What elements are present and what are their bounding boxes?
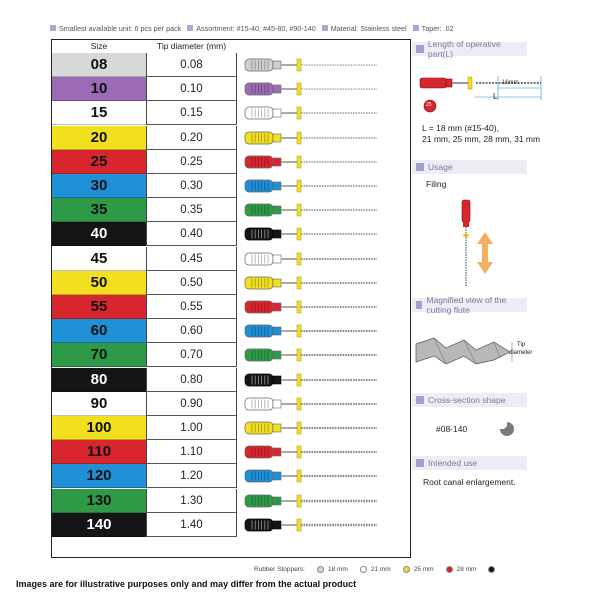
table-row bbox=[52, 174, 410, 198]
file-illustration-icon bbox=[237, 101, 410, 125]
table-row bbox=[52, 319, 410, 343]
intended-text: Root canal enlargement. bbox=[423, 477, 516, 487]
table-row bbox=[52, 295, 410, 319]
size-cell: 110 bbox=[52, 440, 146, 464]
panel-usage-header: Usage bbox=[412, 160, 527, 174]
stopper-dot-icon bbox=[403, 566, 410, 573]
size-table bbox=[51, 39, 411, 558]
bullet-square-icon bbox=[322, 25, 328, 31]
tip-diameter-cell: 0.10 bbox=[146, 77, 237, 101]
tip-label-1: Tip bbox=[517, 342, 526, 348]
tip-diameter-cell: 0.15 bbox=[146, 101, 237, 125]
tip-diameter-cell: 1.10 bbox=[146, 440, 237, 464]
table-row bbox=[52, 77, 410, 101]
panel-intended-header: Intended use bbox=[412, 456, 527, 470]
size-cell: 45 bbox=[52, 247, 146, 271]
size-cell: 40 bbox=[52, 222, 146, 246]
length-line-1: L = 18 mm (#15-40), bbox=[422, 123, 499, 133]
file-illustration-icon bbox=[237, 198, 410, 222]
table-row bbox=[52, 101, 410, 125]
panel-cross-header: Cross-section shape bbox=[412, 393, 527, 407]
table-row bbox=[52, 271, 410, 295]
table-row bbox=[52, 198, 410, 222]
file-illustration-icon bbox=[237, 295, 410, 319]
bullet-square-icon bbox=[50, 25, 56, 31]
table-row bbox=[52, 222, 410, 246]
size-cell: 55 bbox=[52, 295, 146, 319]
header-size: Size bbox=[90, 41, 108, 51]
size-cell: 90 bbox=[52, 392, 146, 416]
bullet-square-icon bbox=[413, 25, 419, 31]
spec-taper: Taper: .02 bbox=[413, 24, 454, 33]
rubber-stoppers-legend bbox=[254, 563, 499, 575]
tip-diameter-cell: 0.70 bbox=[146, 343, 237, 367]
size-cell: 100 bbox=[52, 416, 146, 440]
file-illustration-icon bbox=[237, 271, 410, 295]
file-illustration-icon bbox=[237, 319, 410, 343]
length-diagram-icon bbox=[416, 68, 556, 116]
table-row bbox=[52, 489, 410, 513]
file-illustration-icon bbox=[237, 247, 410, 271]
tip-diameter-cell: 1.30 bbox=[146, 489, 237, 513]
cutting-flute-icon bbox=[414, 334, 518, 370]
stopper-label: 18 mm bbox=[327, 565, 348, 573]
table-row bbox=[52, 368, 410, 392]
file-illustration-icon bbox=[237, 343, 410, 367]
size-cell: 130 bbox=[52, 489, 146, 513]
bullet-square-icon bbox=[416, 396, 424, 404]
stopper-dot-icon bbox=[360, 566, 367, 573]
size-cell: 80 bbox=[52, 368, 146, 392]
size-cell: 10 bbox=[52, 77, 146, 101]
tip-diameter-cell: 0.50 bbox=[146, 271, 237, 295]
file-illustration-icon bbox=[237, 150, 410, 174]
stopper-dot-icon bbox=[446, 566, 453, 573]
table-row bbox=[52, 416, 410, 440]
file-illustration-icon bbox=[237, 222, 410, 246]
tip-diameter-cell: 1.40 bbox=[146, 513, 237, 537]
tip-diameter-cell: 0.45 bbox=[146, 247, 237, 271]
tip-diameter-cell: 0.40 bbox=[146, 222, 237, 246]
file-illustration-icon bbox=[237, 126, 410, 150]
bullet-square-icon bbox=[187, 25, 193, 31]
cross-range: #08-140 bbox=[436, 424, 468, 434]
tip-diameter-cell: 1.00 bbox=[146, 416, 237, 440]
table-row bbox=[52, 247, 410, 271]
bullet-square-icon bbox=[416, 45, 424, 53]
tip-label-2: diameter bbox=[509, 350, 533, 356]
table-row bbox=[52, 392, 410, 416]
stopper-dot-icon bbox=[488, 566, 495, 573]
size-cell: 30 bbox=[52, 174, 146, 198]
tip-diameter-cell: 0.55 bbox=[146, 295, 237, 319]
file-illustration-icon bbox=[237, 53, 410, 77]
table-header bbox=[52, 40, 410, 53]
stopper-dot-icon bbox=[317, 566, 324, 573]
header-tip-diameter: Tip diameter (mm) bbox=[156, 41, 227, 51]
size-cell: 20 bbox=[52, 126, 146, 150]
table-row bbox=[52, 440, 410, 464]
bullet-square-icon bbox=[416, 459, 424, 467]
panel-length-header: Length of operative part(L) bbox=[412, 42, 527, 56]
length-line-2: 21 mm, 25 mm, 28 mm, 31 mm bbox=[422, 134, 541, 144]
size-cell: 70 bbox=[52, 343, 146, 367]
file-illustration-icon bbox=[237, 368, 410, 392]
table-row bbox=[52, 343, 410, 367]
size-cell: 08 bbox=[52, 53, 146, 77]
file-illustration-icon bbox=[237, 416, 410, 440]
stoppers-title: Rubber Stoppers: bbox=[254, 565, 305, 573]
stopper-label: 28 mm bbox=[456, 565, 477, 573]
filing-motion-icon bbox=[455, 198, 495, 288]
spec-assortment: Assortment: #15-40, #45-80, #90-140 bbox=[187, 24, 315, 33]
disclaimer: Images are for illustrative purposes only and may differ from the actual product bbox=[16, 579, 357, 589]
tip-diameter-cell: 0.20 bbox=[146, 126, 237, 150]
size-cell: 60 bbox=[52, 319, 146, 343]
usage-text: Filing bbox=[426, 179, 447, 189]
table-row bbox=[52, 53, 410, 77]
dim-L-label: L bbox=[493, 92, 498, 101]
file-illustration-icon bbox=[237, 489, 410, 513]
tip-diameter-cell: 0.08 bbox=[146, 53, 237, 77]
size-cell: 140 bbox=[52, 513, 146, 537]
spec-material: Material: Stainless steel bbox=[322, 24, 407, 33]
table-row bbox=[52, 464, 410, 488]
file-illustration-icon bbox=[237, 392, 410, 416]
bullet-square-icon bbox=[416, 163, 424, 171]
stopper-label: 21 mm bbox=[370, 565, 391, 573]
table-row bbox=[52, 150, 410, 174]
tip-diameter-cell: 0.90 bbox=[146, 392, 237, 416]
stopper-label: 25 mm bbox=[413, 565, 434, 573]
bullet-square-icon bbox=[416, 301, 422, 309]
table-body bbox=[52, 53, 410, 557]
tip-diameter-cell: 1.20 bbox=[146, 464, 237, 488]
file-illustration-icon bbox=[237, 464, 410, 488]
file-illustration-icon bbox=[237, 440, 410, 464]
spec-unit: Smallest available unit: 6 pcs per pack bbox=[50, 24, 181, 33]
panel-flute-header: Magnified view of the cutting flute bbox=[412, 298, 527, 312]
spec-bar bbox=[50, 22, 570, 34]
file-illustration-icon bbox=[237, 77, 410, 101]
file-illustration-icon bbox=[237, 513, 410, 537]
tip-diameter-cell: 0.80 bbox=[146, 368, 237, 392]
size-cell: 15 bbox=[52, 101, 146, 125]
file-illustration-icon bbox=[237, 174, 410, 198]
size-cell: 25 bbox=[52, 150, 146, 174]
size-cell: 50 bbox=[52, 271, 146, 295]
cross-section-icon bbox=[499, 421, 515, 437]
size-badge: 25 bbox=[426, 102, 432, 108]
tip-diameter-cell: 0.60 bbox=[146, 319, 237, 343]
table-row bbox=[52, 513, 410, 537]
size-cell: 35 bbox=[52, 198, 146, 222]
size-cell: 120 bbox=[52, 464, 146, 488]
tip-diameter-cell: 0.30 bbox=[146, 174, 237, 198]
tip-diameter-cell: 0.35 bbox=[146, 198, 237, 222]
tip-diameter-cell: 0.25 bbox=[146, 150, 237, 174]
dim-16mm-label: 16mm bbox=[502, 80, 519, 86]
table-row bbox=[52, 126, 410, 150]
